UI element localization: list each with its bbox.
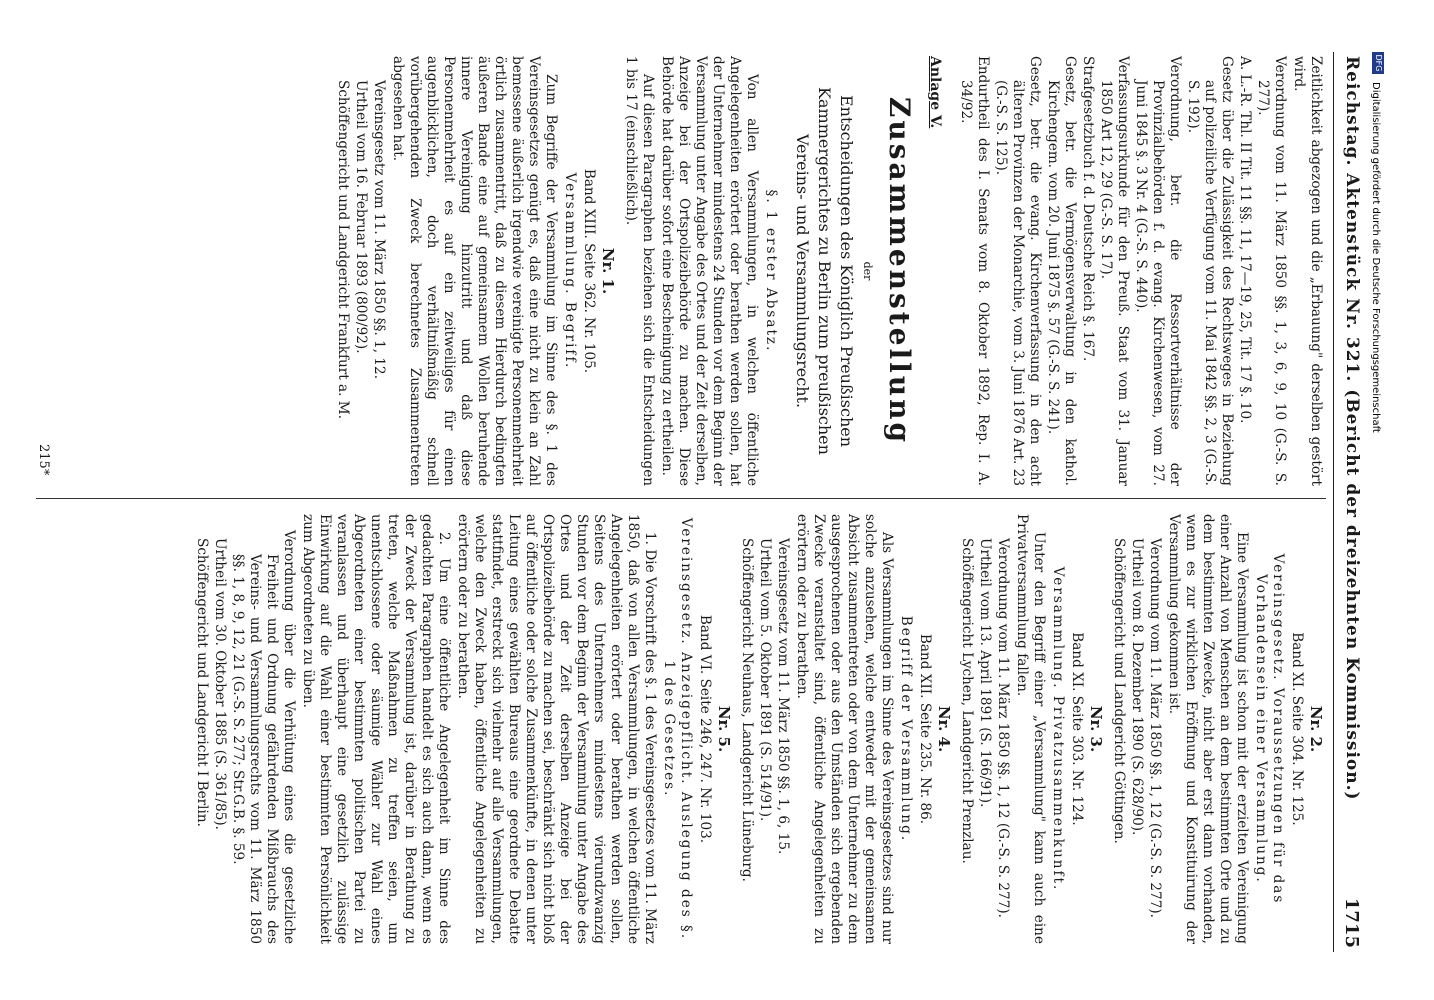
entry-reference: Verordnung vom 11. März 1850 §§. 1, 12 (G.-S. S. 277). bbox=[1147, 538, 1163, 918]
digitization-credit: Digitalisierung gefördert durch die Deutsche Forschungsgemeinschaft bbox=[1370, 82, 1381, 433]
entry-band: Band XIII. Seite 362. Nr. 105. bbox=[581, 168, 597, 374]
entry-heading-nr3: Nr. 3. bbox=[1087, 705, 1105, 753]
paragraph-text: Von allen Versammlungen, in welchen öffentliche Angelegenheiten erörtert oder berathen werden sollen, hat der Unternehmer mindestens 24 Stunden vor dem Beginn der Versammlung unter Angabe des Ortes und der Zeit derselben, Anzeige bei der Ortspolizeibehörde zu machen. Diese Behörde hat darüber sofort eine Bescheinigung zu ertheilen. bbox=[659, 56, 760, 486]
entry-band: Band XI. Seite 303. Nr. 124. bbox=[1069, 632, 1085, 826]
reference-item: Verordnung vom 11. März 1850 §§. 1, 3, 6, 9, 10 (G.-S. S. 277). bbox=[1255, 56, 1288, 486]
entry-text: 1. Die Vorschrift des §. 1 des Vereinsgesetzes vom 11. März 1850, daß von allen Versammlungen, in welchen öffentliche Angelegenheiten erörtert oder berathen werden sollen, Seitens des Unternehmers mindestens vierundzwanzig Stunden vor dem Beginn der Versammlung unter Angabe des Ortes und der Zeit derselben Anzeige bei der Ortspolizeibehörde zu machen sei, beschränkt sich nicht bloß auf öffentliche oder solche Zusammenkünfte, in denen unter Leitung eines gewählten Bureaus eine geordnete Debatte stattfindet, erstreckt sich vielmehr auf alle Versammlungen, welche den Zweck haben, öffentliche Angelegenheiten zu erörtern oder zu berathen. bbox=[455, 514, 658, 944]
entry-reference: Vereinsgesetz vom 11. März 1850 §§. 1, 12. bbox=[371, 80, 387, 380]
entry-reference: Urtheil vom 8. Dezember 1890 (S. 628/90). bbox=[1129, 538, 1145, 836]
entry-band: Band XII. Seite 235. Nr. 86. bbox=[917, 633, 933, 825]
entry-heading-nr2: Nr. 2. bbox=[1307, 705, 1325, 753]
paragraph-heading: §. 1 erster Absatz. bbox=[763, 189, 779, 353]
entry-topic: Begriff der Versammlung. bbox=[898, 615, 914, 843]
right-column bbox=[192, 514, 1324, 944]
entry-text: Zum Begriffe der Versammlung im Sinne des §. 1 des Vereinsgesetzes genügt es, daß eine nicht zu klein an Zahl bemessene äußerlich irgendwie vereinigte Personenmehrheit örtlich zusammentritt, daß zu diesem Hierdurch bedingten äußeren Bande eine auf gemeinsamem Wollen beruhende innere Vereinigung hinzutritt und daß diese Personenmehrheit es auf ein zeitweiliges für einen augenblicklichen, doch verhältnißmäßig schnell vorübergehenden Zweck berechnetes Zusammentreten abgesehen hat. bbox=[390, 56, 559, 486]
entry-reference: Verordnung über die Verhütung eines die gesetzliche Freiheit und Ordnung gefährdenden Mißbrauchs des Vereins- und Versammlungsrechts vom 11. März 1850 §§. 1, 8, 9, 12, 21 (G.-S. S. 277; Str.G.B. §. 59. bbox=[230, 530, 297, 944]
header-title: Reichstag. Aktenstück Nr. 321. (Bericht der dreizehnten Kommission.) bbox=[1342, 56, 1362, 801]
entry-text: Als Versammlungen im Sinne des Vereinsgesetzes sind nur solche anzusehen, welche entweder mit der gemeinsamen Absicht zusammentreten oder von dem Unternehmer zu dem ausgesprochenen oder aus den Umständen sich ergebenden Zwecke veranstaltet sind, öffentliche Angelegenheiten zu erörtern oder zu berathen. bbox=[794, 514, 895, 944]
entry-topic: Vereinsgesetz. Anzeigepflicht. Auslegung des §. 1 des Gesetzes. bbox=[661, 517, 694, 941]
title-der: der bbox=[861, 261, 874, 281]
entry-reference: Urtheil vom 30. Oktober 1885 (S. 361/85). bbox=[212, 538, 228, 830]
entry-band: Band VI. Seite 246, 247. Nr. 103. bbox=[697, 614, 713, 844]
entry-text: Eine Versammlung ist schon mit der erzielten Vereinigung einer Anzahl von Menschen an dem bestimmten Orte und zu dem bestimmten Zwecke, nicht aber erst dann vorhanden, wenn es zur wirklichen Eröffnung und Konstituirung der Versammlung gekommen ist. bbox=[1166, 514, 1250, 944]
reference-item: Verfassungsurkunde für den Preuß. Staat vom 31. Januar 1850 Art 12, 29 (G.-S. S. 17). bbox=[1098, 56, 1131, 486]
entry-heading-nr5: Nr. 5. bbox=[715, 705, 733, 753]
entry-reference: Urtheil vom 13. April 1891 (S. 166/91). bbox=[977, 538, 993, 808]
reference-item: Verordnung, betr. die Ressortverhältnisse der Provinzialbehörden f. d. evang. Kirchenwesen, vom 27. Juni 1845 §. 3 Nr. 4 (G.-S. S. 440). bbox=[1133, 56, 1183, 486]
entry-reference: Vereinsgesetz vom 11. März 1850 §§. 1, 6, 15. bbox=[775, 538, 791, 855]
intro-text: Zeitlichkeit abgezogen und die „Erbauung" derselben gestört wird. bbox=[1291, 56, 1324, 486]
entry-reference: Schöffengericht Neuhaus, Landgericht Lüneburg. bbox=[739, 538, 755, 882]
reference-item: Endurtheil des I. Senats vom 8. Oktober 1892, Rep. I. A. 34/92. bbox=[958, 56, 991, 486]
column-divider bbox=[36, 498, 1326, 499]
entry-reference: Schöffengericht und Landgericht Frankfurt a. M. bbox=[335, 80, 351, 420]
left-column bbox=[333, 56, 1324, 486]
entry-band: Band XI. Seite 304. Nr. 125. bbox=[1289, 632, 1305, 826]
entry-topic: Vereinsgesetz. Voraussetzungen für das Vorhandensein einer Versammlung. bbox=[1253, 553, 1286, 905]
running-header bbox=[1333, 52, 1362, 952]
document-title: Zusammenstellung bbox=[883, 96, 916, 446]
entry-topic: Versammlung. Begriff. bbox=[562, 172, 578, 370]
paragraph-note: Auf diesen Paragraphen beziehen sich die Entscheidungen 1 bis 17 (einschließlich). bbox=[623, 56, 656, 486]
dfg-logo: DFG bbox=[1372, 52, 1384, 74]
annex-label: Anlage V. bbox=[927, 56, 943, 129]
reference-item: A. L.-R. Thl. II Tit. 11 §§. 11, 17—19, 25, Tit. 17 §. 10. bbox=[1237, 56, 1253, 424]
entry-text: Unter den Begriff einer „Versammlung" kann auch eine Privatversammlung fallen. bbox=[1014, 514, 1047, 944]
entry-reference: Schöffengericht und Landgericht Göttingen. bbox=[1111, 538, 1127, 844]
entry-reference: Schöffengericht Lychen, Landgericht Prenzlau. bbox=[959, 538, 975, 864]
rotated-page bbox=[2, 52, 1383, 952]
entry-heading-nr1: Nr. 1. bbox=[599, 247, 617, 295]
reference-item: Gesetz, betr. die evang. Kirchenverfassung in den acht älteren Provinzen der Monarchie, vom 3. Juni 1876 Art. 23 (G.-S. S. 125). bbox=[993, 56, 1043, 486]
page-number: 1715 bbox=[1341, 897, 1362, 948]
entry-topic: Versammlung. Privatzusammenkunft. bbox=[1050, 566, 1066, 892]
entry-text: 2. Um eine öffentliche Angelegenheit im Sinne des gedachten Paragraphen handelt es sich auch dann, wenn es der Zweck der Versammlung ist, darüber in Berathung zu treten, welche Maßnahmen zu treffen seien, um unentschlossene oder säumige Wähler zur Wahl eines Abgeordneten einer bestimmten politischen Partei zu veranlassen und überhaupt eine gesetzlich zulässige Einwirkung auf die Wahl einer bestimmten Persönlichkeit zum Abgeordneten zu üben. bbox=[300, 514, 452, 944]
entry-heading-nr4: Nr. 4. bbox=[935, 705, 953, 753]
entry-reference: Schöffengericht und Landgericht I Berlin. bbox=[194, 538, 210, 827]
entry-reference: Urtheil vom 16. Februar 1893 (800/92). bbox=[353, 80, 369, 354]
reference-item: Gesetz, betr. die Vermögensverwaltung in den kathol. Kirchengem. vom 20. Juni 1875 §. 57 (G.-S. S. 241). bbox=[1045, 56, 1078, 486]
entry-reference: Verordnung vom 11. März 1850 §§. 1, 12 (G.-S. S. 277). bbox=[995, 538, 1011, 918]
reference-item: Gesetz über die Zulässigkeit des Rechtsweges in Beziehung auf polizeiliche Verfügung vom 11. Mai 1842 §§. 2, 3 (G.-S. S. 192). bbox=[1185, 56, 1235, 486]
document-subtitle: Entscheidungen des Königlich Preußischen Kammergerichtes zu Berlin zum preußischen Vereins- und Versammlungsrecht. bbox=[793, 87, 856, 455]
signature-mark: 215* bbox=[36, 444, 51, 476]
entry-reference: Urtheil vom 5. Oktober 1891 (S. 514/91). bbox=[757, 538, 773, 822]
reference-item: Strafgesetzbuch f. d. Deutsche Reich §. 167. bbox=[1080, 56, 1096, 362]
